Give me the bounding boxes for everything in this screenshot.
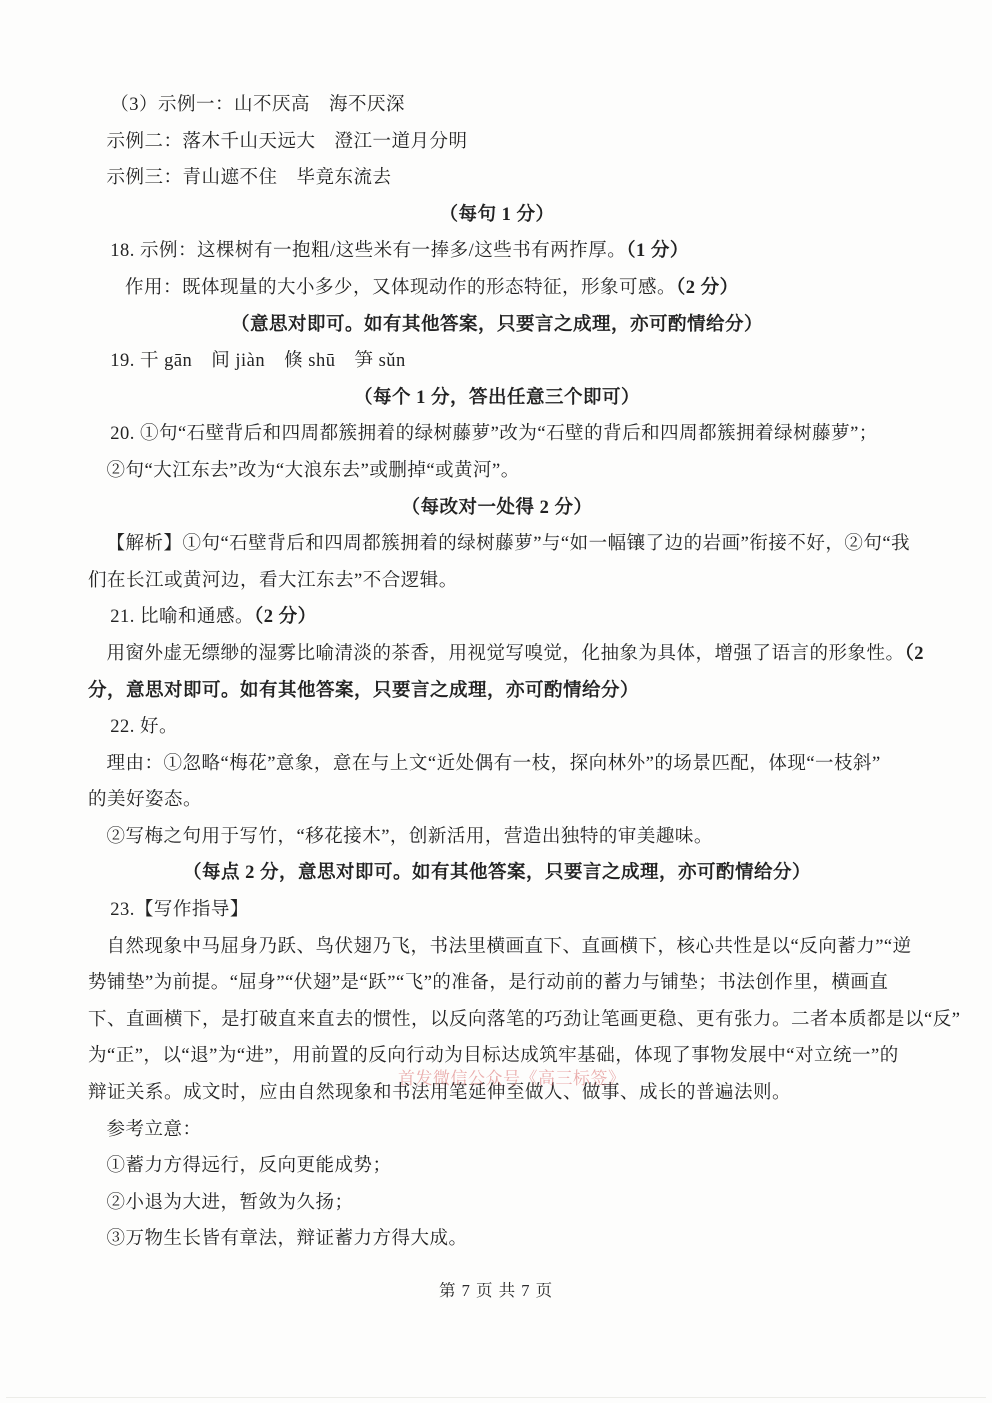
text-segment: 势铺垫”为前提。“屈身”“伏翅”是“跃”“飞”的准备，是行动前的蓄力与铺垫；书法创作里，横画直	[88, 973, 889, 994]
text-segment: 作用：既体现量的大小多少，又体现动作的形态特征，形象可感。	[125, 277, 677, 298]
text-line	[88, 160, 906, 197]
text-line	[88, 307, 906, 344]
text-segment: 辩证关系。成文时，应由自然现象和书法用笔延伸至做人、做事、成长的普遍法则。	[88, 1083, 792, 1104]
text-line	[88, 892, 906, 929]
text-line	[88, 233, 906, 270]
text-line	[88, 673, 906, 710]
text-segment: 自然现象中马屈身乃跃、鸟伏翅乃飞，书法里横画直下、直画横下，核心共性是以“反向蓄力”“逆	[106, 936, 912, 957]
text-segment: 为“正”，以“退”为“进”，用前置的反向行动为目标达成筑牢基础，体现了事物发展中“对立统一”的	[88, 1046, 899, 1067]
text-line	[88, 563, 906, 600]
text-segment: 用窗外虚无缥缈的湿雾比喻清淡的茶香，用视觉写嗅觉，化抽象为具体，增强了语言的形象性。	[106, 643, 905, 664]
text-segment-bold: （每改对一处得 2 分）	[401, 497, 593, 518]
text-segment: 23.【写作指导】	[110, 900, 249, 921]
text-line	[88, 197, 906, 234]
red-watermark-text: 首发微信公众号《高三标签》	[398, 1069, 626, 1088]
text-segment: 22. 好。	[110, 717, 178, 738]
text-line	[88, 965, 906, 1002]
text-segment-bold: 分，意思对即可。如有其他答案，只要言之成理，亦可酌情给分）	[88, 680, 640, 701]
text-segment: 18. 示例：这棵树有一抱粗/这些米有一捧多/这些书有两拃厚。	[110, 241, 627, 262]
text-line	[88, 782, 906, 819]
text-segment: （3）示例一：山不厌高 海不厌深	[110, 95, 405, 115]
text-line	[88, 124, 906, 161]
text-segment: ①蓄力方得远行，反向更能成势；	[106, 1156, 392, 1177]
text-line	[88, 636, 925, 673]
text-line	[88, 746, 906, 783]
text-segment: 的美好姿态。	[88, 790, 203, 811]
text-line	[88, 453, 906, 490]
text-line	[88, 87, 906, 124]
text-segment: 示例二：落木千山天远大 澄江一道月分明	[106, 131, 468, 152]
page-footer: 第 7 页 共 7 页	[438, 1281, 554, 1300]
text-line	[88, 343, 906, 380]
text-line	[88, 416, 906, 453]
text-segment-bold: （每点 2 分，意思对即可。如有其他答案，只要言之成理，亦可酌情给分）	[182, 863, 811, 884]
text-line	[88, 1221, 906, 1258]
text-line	[88, 929, 912, 966]
text-line	[88, 709, 906, 746]
document-body	[88, 87, 961, 1258]
text-segment: ②句“大江东去”改为“大浪东去”或删掉“或黄河”。	[106, 460, 520, 481]
text-segment-bold: （每句 1 分）	[439, 204, 555, 225]
text-segment-bold: （2 分）	[253, 607, 317, 628]
text-segment: 理由：①忽略“梅花”意象，意在与上文“近处偶有一枝，探向林外”的场景匹配，体现“一枝斜”	[106, 753, 881, 774]
text-line	[88, 1185, 906, 1222]
text-segment-bold: （每个 1 分，答出任意三个即可）	[353, 387, 640, 408]
text-segment: 【解析】①句“石壁背后和四周都簇拥着的绿树藤萝”与“如一幅镶了边的岩画”衔接不好，②句“我	[106, 534, 911, 555]
text-segment: 21. 比喻和通感。	[110, 607, 254, 628]
text-segment: ③万物生长皆有章法，辩证蓄力方得大成。	[106, 1229, 468, 1250]
text-segment: 们在长江或黄河边，看大江东去”不合逻辑。	[88, 570, 458, 591]
text-line	[88, 1038, 906, 1075]
text-line	[88, 490, 906, 527]
text-segment: 参考立意：	[106, 1119, 202, 1140]
text-segment-bold: （1 分）	[626, 241, 689, 262]
text-segment-bold: （意思对即可。如有其他答案，只要言之成理，亦可酌情给分）	[230, 314, 763, 335]
page-bottom-edge	[6, 1397, 986, 1398]
text-line	[88, 1112, 906, 1149]
text-line	[88, 1002, 961, 1039]
text-line	[88, 1075, 906, 1112]
text-segment: 示例三：青山遮不住 毕竟东流去	[106, 168, 392, 189]
text-line	[88, 1148, 906, 1185]
text-line	[88, 599, 906, 636]
text-line	[88, 270, 906, 307]
text-line	[88, 819, 906, 856]
text-segment-bold: （2 分）	[676, 277, 739, 298]
text-segment: ②小退为大进，暂敛为久扬；	[106, 1192, 354, 1213]
text-line	[88, 380, 906, 417]
text-segment: 下、直画横下，是打破直来直去的惯性，以反向落笔的巧劲让笔画更稳、更有张力。二者本质都是以“反”	[88, 1009, 961, 1030]
text-segment: 20. ①句“石壁背后和四周都簇拥着的绿树藤萝”改为“石壁的背后和四周都簇拥着绿树藤萝”；	[110, 424, 878, 445]
text-line	[88, 855, 906, 892]
text-segment-bold: （2	[904, 643, 925, 664]
text-segment: 19. 干 gān 间 jiàn 倏 shū 笋 sǔn	[110, 351, 406, 372]
text-line	[88, 526, 911, 563]
text-segment: ②写梅之句用于写竹，“移花接木”，创新活用，营造出独特的审美趣味。	[106, 826, 713, 847]
